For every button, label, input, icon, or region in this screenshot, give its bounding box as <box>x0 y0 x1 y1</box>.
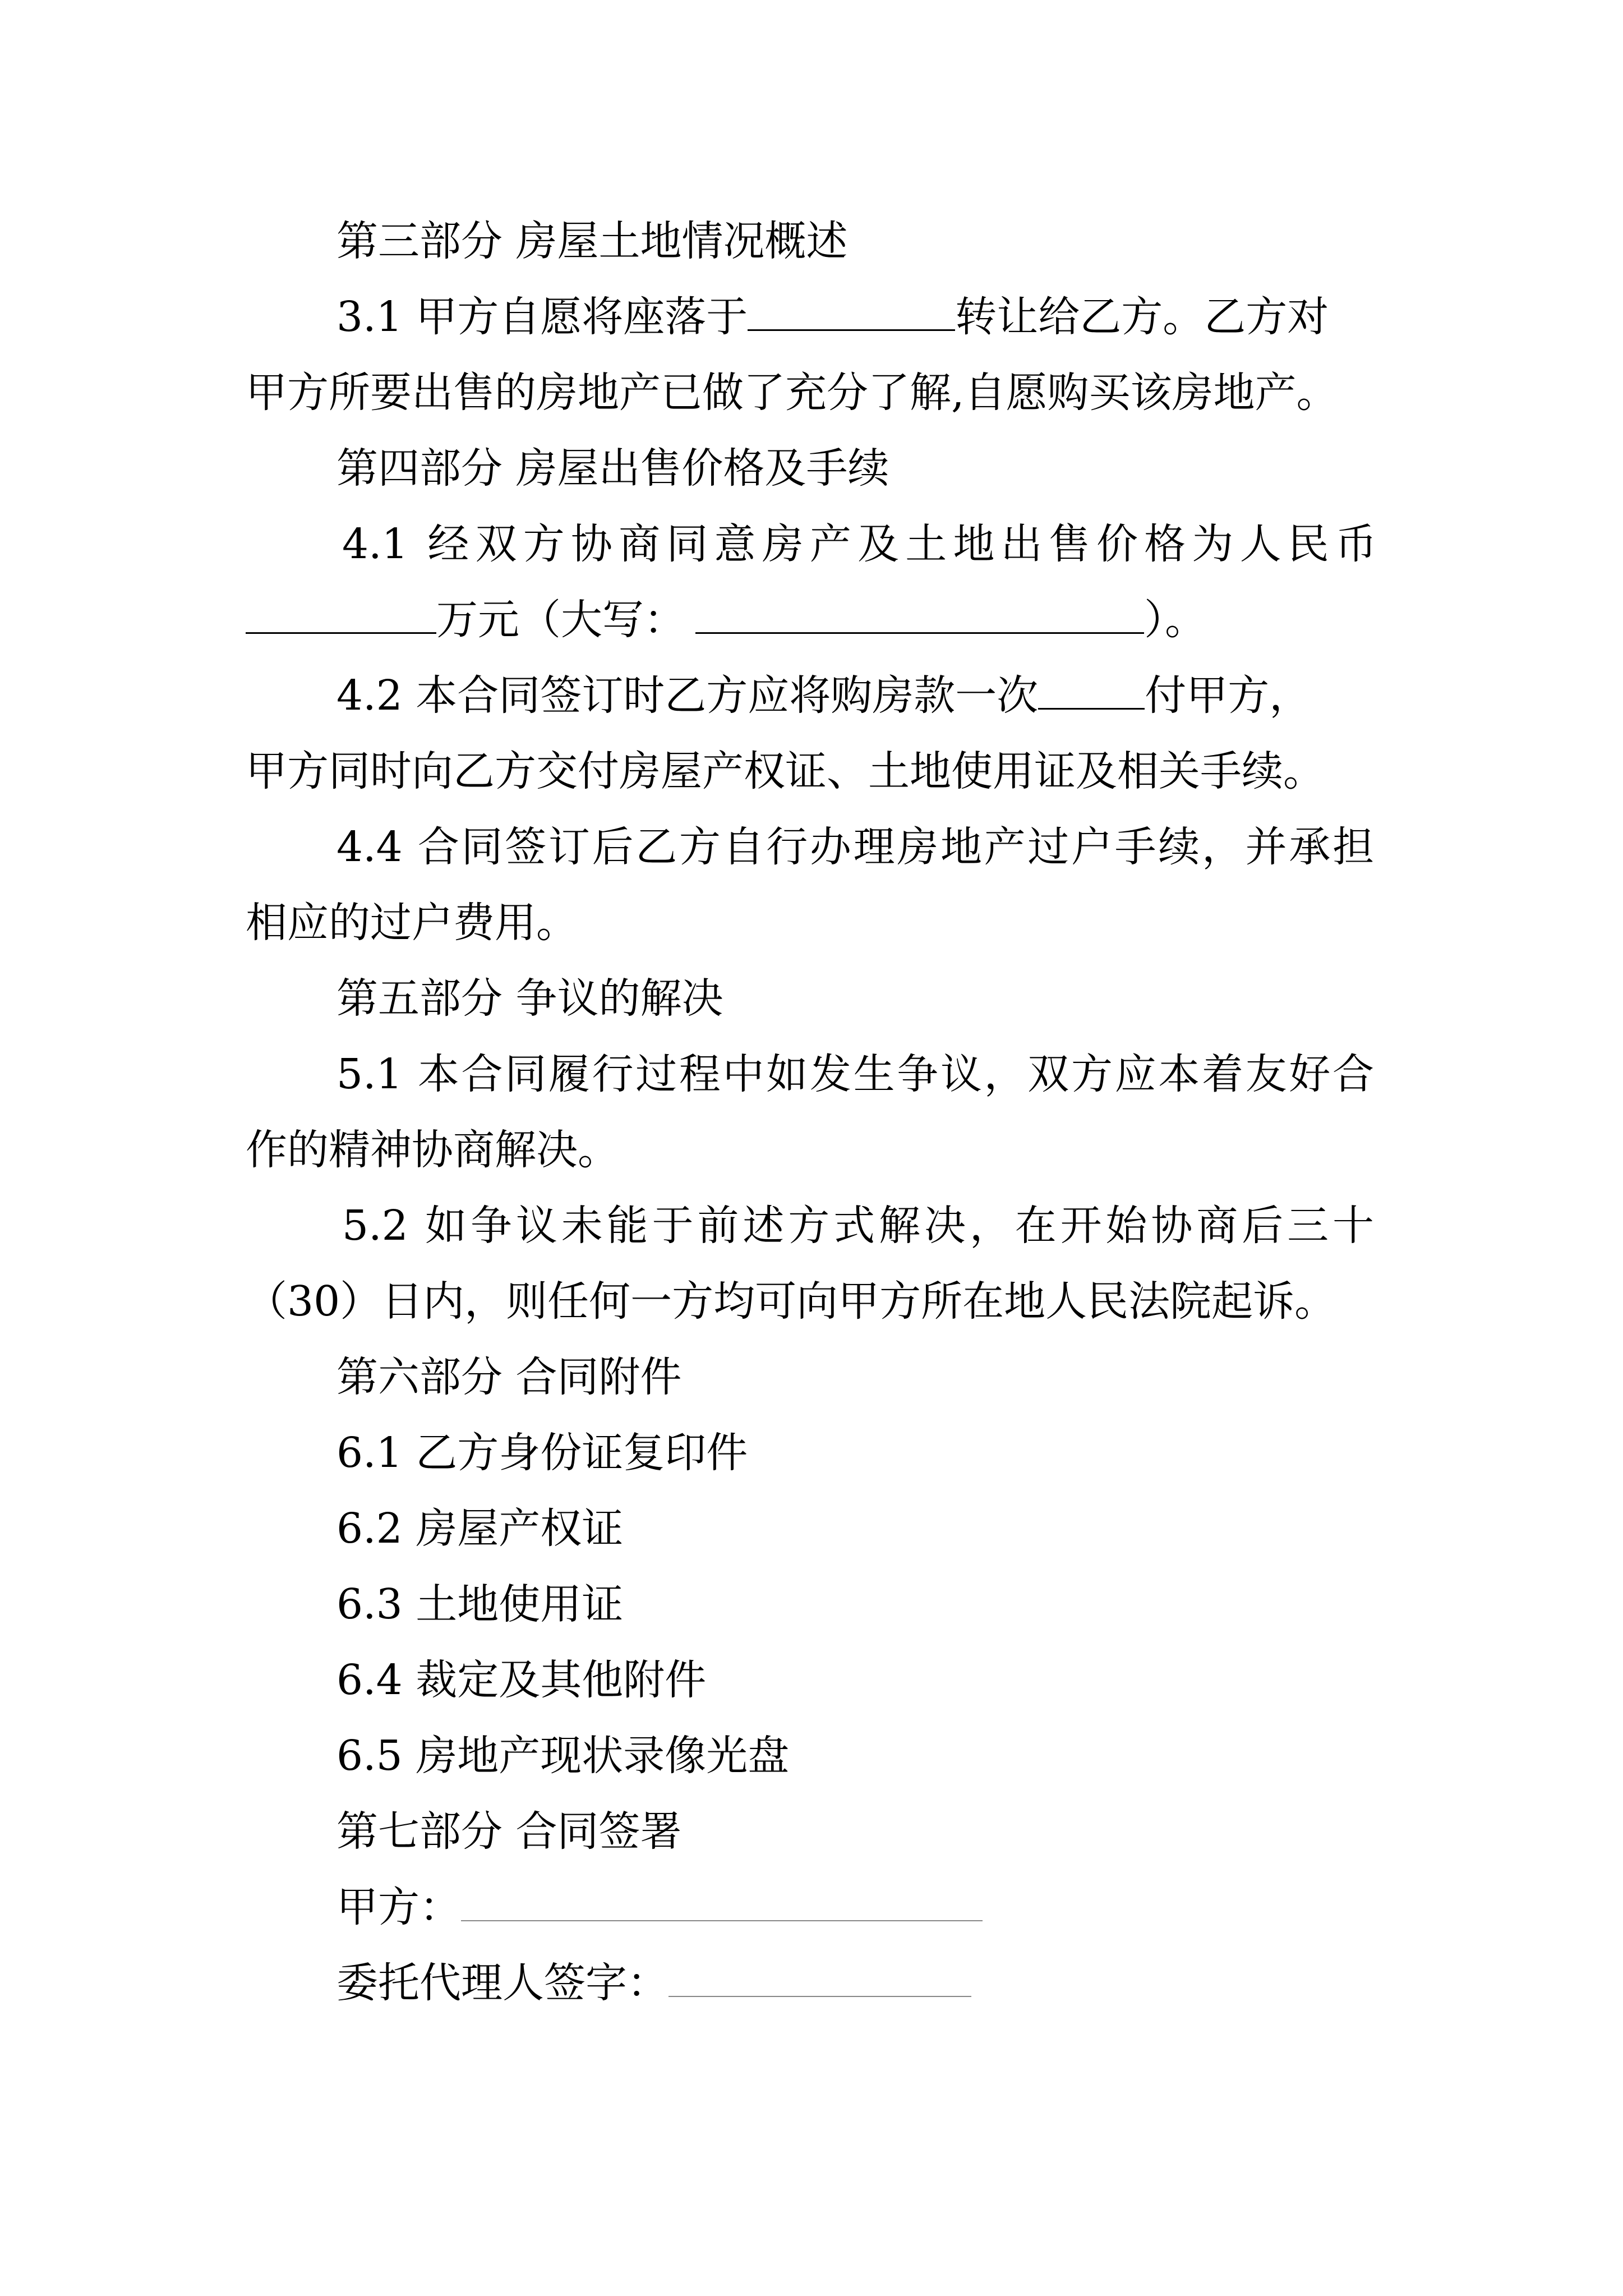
attachment-item: 6.5 房地产现状录像光盘 <box>336 1732 790 1780</box>
clause-4-4-cont: 相应的过户费用。 <box>246 899 578 947</box>
clause-4-1: 4.1 经双方协商同意房产及土地出售价格为人民币 <box>342 520 1377 568</box>
agent-signature <box>336 1955 971 2011</box>
clause-4-1-unit: 万元（大写： <box>436 596 685 644</box>
clause-3-1-start: 3.1 甲方自愿将座落于 <box>336 293 748 341</box>
clause-4-2 <box>336 668 1311 724</box>
part7-heading: 第七部分 合同签署 <box>336 1807 682 1856</box>
attachment-item: 6.2 房屋产权证 <box>336 1504 624 1553</box>
part5-heading: 第五部分 争议的解决 <box>336 974 723 1023</box>
clause-4-2-start: 4.2 本合同签订时乙方应将购房款一次 <box>336 671 1039 720</box>
clause-4-1-end: ）。 <box>1144 596 1206 644</box>
agent-signature-field[interactable] <box>668 1957 971 1997</box>
clause-3-1-mid: 转让给乙方。乙方对 <box>955 293 1329 341</box>
price-uppercase-blank[interactable] <box>695 594 1144 634</box>
clause-5-1: 5.1 本合同履行过程中如发生争议，双方应本着友好合 <box>336 1050 1374 1098</box>
clause-4-2-cont: 甲方同时向乙方交付房屋产权证、土地使用证及相关手续。 <box>246 747 1325 795</box>
payment-blank[interactable] <box>1038 670 1145 710</box>
part3-heading: 第三部分 房屋土地情况概述 <box>336 217 848 265</box>
attachment-item: 6.1 乙方身份证复印件 <box>336 1429 748 1477</box>
location-blank[interactable] <box>748 291 955 331</box>
clause-4-2-mid: 付甲方， <box>1145 671 1311 720</box>
clause-4-1-cont <box>246 592 1206 648</box>
agent-label: 委托代理人签字： <box>336 1959 668 2007</box>
clause-3-1 <box>336 289 1329 345</box>
part6-heading: 第六部分 合同附件 <box>336 1353 682 1401</box>
price-blank[interactable] <box>246 594 436 634</box>
clause-5-1-cont: 作的精神协商解决。 <box>246 1126 619 1174</box>
clause-5-2: 5.2 如争议未能于前述方式解决，在开始协商后三十 <box>342 1202 1374 1250</box>
clause-5-2-cont: （30）日内，则任何一方均可向甲方所在地人民法院起诉。 <box>246 1277 1336 1326</box>
attachment-item: 6.3 土地使用证 <box>336 1580 624 1628</box>
attachment-item: 6.4 裁定及其他附件 <box>336 1656 707 1704</box>
party-a-signature-field[interactable] <box>461 1881 983 1921</box>
clause-3-1-cont: 甲方所要出售的房地产已做了充分了解,自愿购买该房地产。 <box>246 369 1338 417</box>
party-a-label: 甲方： <box>336 1883 461 1931</box>
part4-heading: 第四部分 房屋出售价格及手续 <box>336 444 889 493</box>
party-a-signature <box>336 1879 983 1935</box>
clause-4-4: 4.4 合同签订后乙方自行办理房地产过户手续，并承担 <box>336 823 1374 871</box>
